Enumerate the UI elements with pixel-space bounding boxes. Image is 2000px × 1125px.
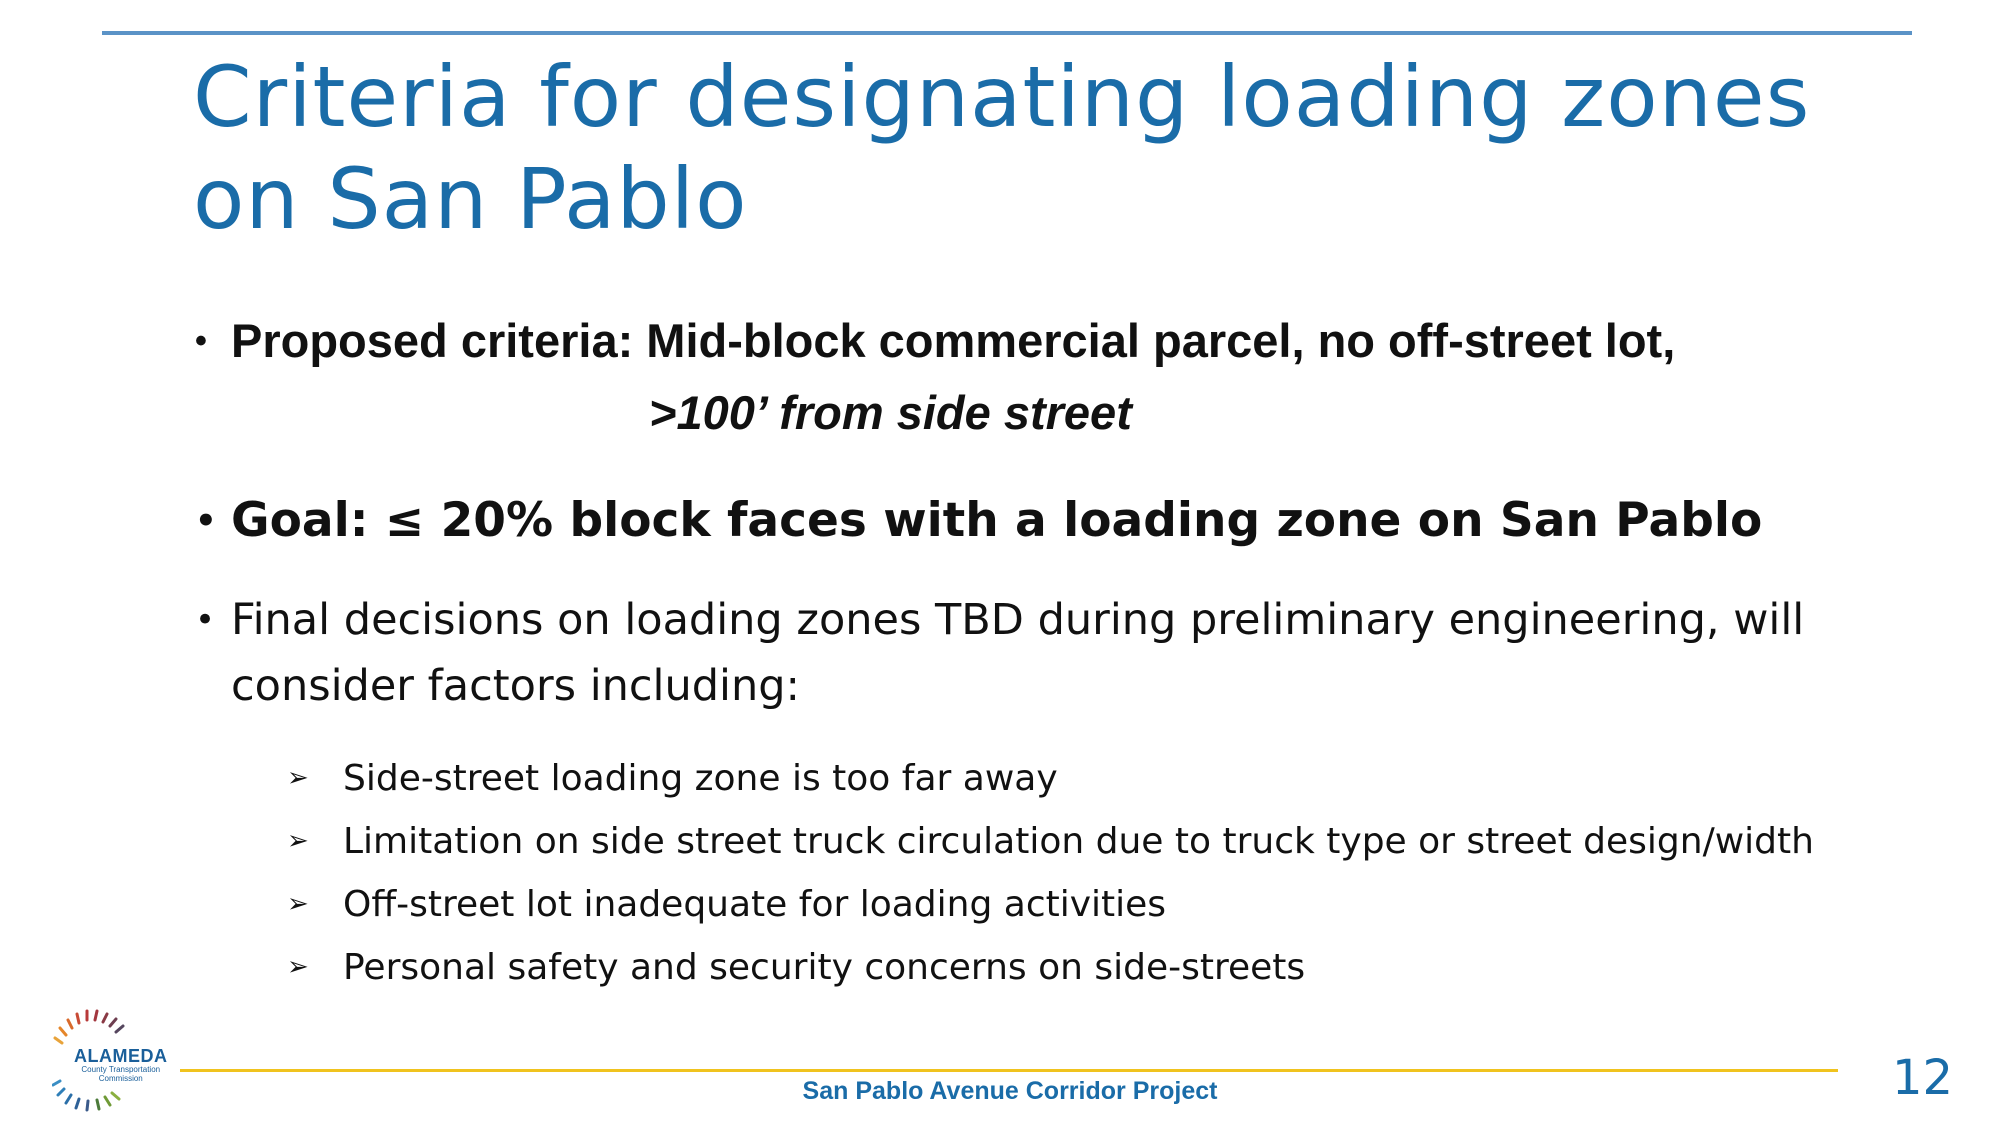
logo-subtitle-2: Commission — [98, 1074, 143, 1083]
factor-item — [287, 747, 1893, 810]
title-line-1: Criteria for designating loading zones — [193, 48, 1811, 146]
factor-item — [287, 936, 1893, 999]
bullet-proposed-criteria — [193, 305, 1893, 449]
footer-project-name: San Pablo Avenue Corridor Project — [802, 1077, 1218, 1105]
factor-item — [287, 873, 1893, 936]
factor-text: Limitation on side street truck circulation due to truck type or street design/width — [343, 821, 1814, 862]
arrow-bullet-icon: ➢ — [287, 763, 309, 793]
footer-divider — [180, 1069, 1838, 1072]
bullet-dot: • — [195, 322, 207, 360]
bullet-dot: • — [195, 600, 216, 640]
top-divider — [102, 31, 1912, 35]
factor-item — [287, 810, 1893, 873]
bullet-final-decisions-text: Final decisions on loading zones TBD during preliminary engineering, will consider factors including: — [231, 595, 1805, 711]
bullet-goal — [193, 485, 1893, 557]
bullet-proposed-criteria-text: Proposed criteria: Mid-block commercial parcel, no off-street lot, — [231, 314, 1676, 367]
page-number: 12 — [1892, 1050, 1954, 1106]
alameda-ctc-logo — [52, 1005, 192, 1115]
bullet-dot: • — [195, 501, 217, 541]
logo-name: ALAMEDA — [74, 1046, 168, 1066]
logo-subtitle-1: County Transportation — [81, 1065, 161, 1074]
logo-text — [74, 1047, 168, 1083]
slide-title — [193, 46, 1953, 250]
factor-list — [287, 747, 1893, 999]
arrow-bullet-icon: ➢ — [287, 889, 309, 919]
bullet-proposed-criteria-continuation: >100’ from side street — [649, 386, 1132, 439]
factor-text: Side-street loading zone is too far away — [343, 758, 1058, 799]
factor-text: Off-street lot inadequate for loading activities — [343, 884, 1167, 925]
arrow-bullet-icon: ➢ — [287, 952, 309, 982]
bullet-final-decisions — [193, 587, 1893, 999]
bullet-list — [193, 305, 1893, 999]
bullet-goal-text: Goal: ≤ 20% block faces with a loading zone on San Pablo — [231, 493, 1763, 548]
factor-text: Personal safety and security concerns on side-streets — [343, 947, 1306, 988]
arrow-bullet-icon: ➢ — [287, 826, 309, 856]
title-line-2: on San Pablo — [193, 150, 748, 248]
